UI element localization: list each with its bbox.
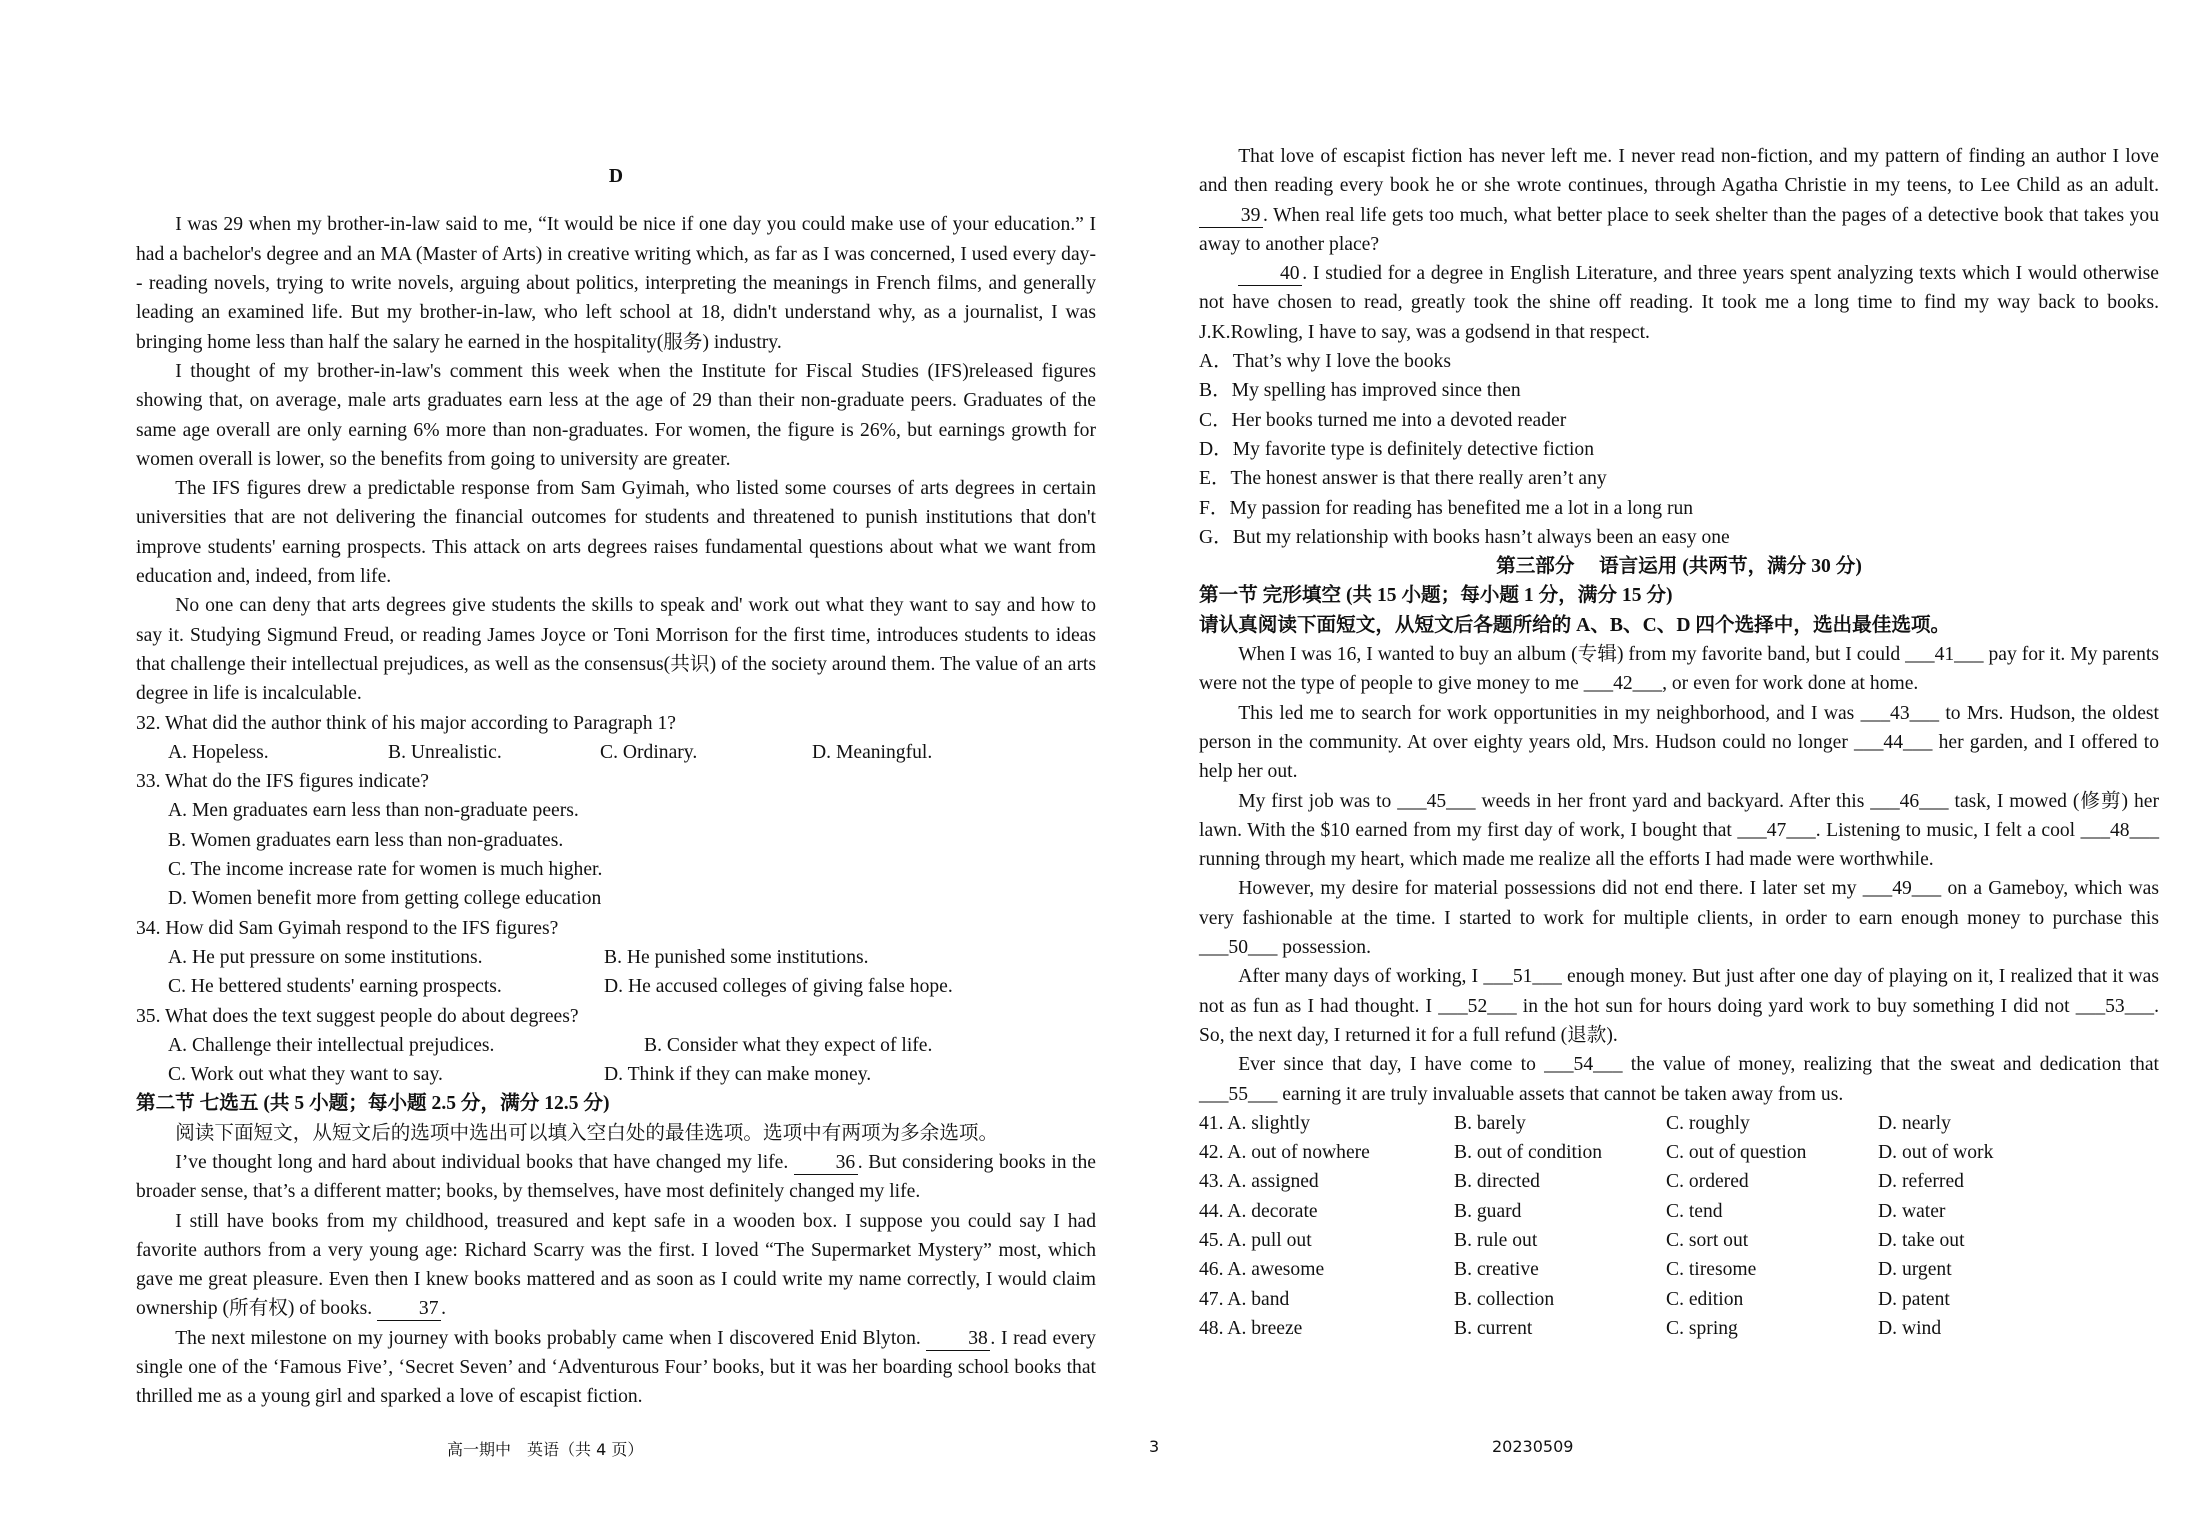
- option: A. Hopeless.: [168, 741, 269, 763]
- option: D. Think if they can make money.: [604, 1064, 872, 1086]
- seven-choose-five-paragraph: 40 . I studied for a degree in English Literature, and three years spent analyzing texts which I would otherwise not have chosen to read, greatly took the shine off reading. It took me a long time to find my way back to books. J.K.Rowling, I have to say, was a godsend in that respect.: [1199, 263, 2159, 343]
- question-32-options: [136, 738, 1096, 767]
- seven-option: A．That’s why I love the books: [1199, 351, 1451, 373]
- passage-d-paragraph: I was 29 when my brother-in-law said to me, “It would be nice if one day you could make use of your education.” I had a bachelor's degree and an MA (Master of Arts) in creative writing which, as far as I was concerned, I used every day-- reading novels, trying to write novels, arguing about politics, interpreting the meanings in French films, and generally leading an examined life. But my brother-in-law, who left school at 18, didn't understand why, as a journalist, I was bringing home less than half the salary he earned in the hospitality(服务) industry.: [136, 214, 1096, 353]
- seven-choose-five-paragraph: The next milestone on my journey with books probably came when I discovered Enid Blyton. 38 . I read every single one of the ‘Famous Five’, ‘Secret Seven’ and ‘Adventurous Four’ books, but it was her boarding school books that thrilled me as a young girl and sparked a love of escapist fiction.: [136, 1327, 1096, 1408]
- seven-option: B．My spelling has improved since then: [1199, 380, 1521, 402]
- option: B. Consider what they expect of life.: [644, 1034, 933, 1056]
- option: C. The income increase rate for women is much higher.: [168, 859, 603, 881]
- part-3-instruction: 请认真阅读下面短文，从短文后各题所给的 A、B、C、D 四个选择中，选出最佳选项。: [1199, 614, 1951, 636]
- part-3-title: 第三部分 语言运用 (共两节，满分 30 分): [1496, 556, 1862, 578]
- blank-39: 39: [1199, 205, 1263, 228]
- option: C. Ordinary.: [600, 741, 698, 763]
- blank-40: 40: [1238, 263, 1302, 286]
- blank-37: 37: [377, 1298, 441, 1321]
- seven-option: F．My passion for reading has benefited me a lot in a long run: [1199, 497, 1694, 519]
- question-33-options: [136, 796, 1096, 913]
- page-number: 3: [1149, 1437, 1160, 1456]
- cloze-option-row: 46. A. awesome B. creative C. tiresome D. urgent: [1199, 1259, 1952, 1281]
- cloze-option-row: 41. A. slightly B. barely C. roughly D. nearly: [1199, 1112, 1951, 1134]
- option: B. He punished some institutions.: [604, 946, 869, 968]
- question-34: 34. How did Sam Gyimah respond to the IFS figures?: [136, 917, 559, 939]
- seven-options-list: [1199, 347, 2159, 552]
- option: D. Meaningful.: [812, 741, 933, 763]
- option: A. Challenge their intellectual prejudices.: [168, 1034, 495, 1056]
- passage-d-title: D: [608, 165, 624, 187]
- right-column: [1199, 142, 2159, 1343]
- seven-option: G．But my relationship with books hasn’t always been an easy one: [1199, 526, 1730, 548]
- left-column: [136, 142, 1096, 1412]
- question-34-options: [136, 943, 1096, 1002]
- option: D. Women benefit more from getting college education: [168, 888, 602, 910]
- option: C. He bettered students' earning prospects.: [168, 976, 502, 998]
- section-2-instruction: 阅读下面短文，从短文后的选项中选出可以填入空白处的最佳选项。选项中有两项为多余选项。: [175, 1122, 999, 1144]
- cloze-option-row: 42. A. out of nowhere B. out of condition C. out of question D. out of work: [1199, 1142, 1994, 1164]
- option: B. Unrealistic.: [388, 741, 502, 763]
- seven-option: E．The honest answer is that there really aren’t any: [1199, 468, 1607, 490]
- passage-d-paragraph: I thought of my brother-in-law's comment this week when the Institute for Fiscal Studies (IFS)released figures showing that, on average, male arts graduates earn less at the age of 29 than their non-graduate peers. Graduates of the same age overall are only earning 6% more than non-graduates. For women, the figure is 26%, but earnings growth for women overall is lower, so the benefits from going to university are greater.: [136, 360, 1096, 470]
- question-32: 32. What did the author think of his major according to Paragraph 1?: [136, 712, 676, 734]
- cloze-option-row: 48. A. breeze B. current C. spring D. wind: [1199, 1317, 1942, 1339]
- cloze-paragraph: However, my desire for material possessions did not end there. I later set my ___49___ on a Gameboy, which was very fashionable at the time. I started to work for multiple clients, in order to earn enough money to purchase this ___50___ possession.: [1199, 878, 2159, 959]
- cloze-paragraph: My first job was to ___45___ weeds in her front yard and backyard. After this ___46___ task, I mowed (修剪) her lawn. With the $10 earned from my first day of work, I bought that ___47___. Listening to music, I felt a cool ___48___ running through my heart, which made me realize all the efforts I had made were worthwhile.: [1199, 790, 2159, 871]
- seven-choose-five-paragraph: I still have books from my childhood, treasured and kept safe in a wooden box. I suppose you could say I had favorite authors from a very young age: Richard Scarry was the first. I loved “The Supermarket Mystery” most, which gave me great pleasure. Even then I knew books mattered and as soon as I could write my name correctly, I would claim ownership (所有权) of books. 37 .: [136, 1210, 1096, 1320]
- seven-option: D．My favorite type is definitely detective fiction: [1199, 438, 1595, 460]
- passage-d-paragraph: The IFS figures drew a predictable response from Sam Gyimah, who listed some courses of arts degrees in certain universities that are not delivering the financial outcomes for students and threatened to punish institutions that don't improve students' earning prospects. This attack on arts degrees raises fundamental questions about what we want from education and, indeed, from life.: [136, 478, 1096, 588]
- option: D. He accused colleges of giving false hope.: [604, 976, 953, 998]
- question-35-options: [136, 1031, 1096, 1090]
- cloze-option-row: 44. A. decorate B. guard C. tend D. water: [1199, 1200, 1946, 1222]
- seven-choose-five-paragraph: That love of escapist fiction has never left me. I never read non-fiction, and my pattern of finding an author I love and then reading every book he or she wrote continues, through Agatha Christie in my teens, to Lee Child as an adult. 39 . When real life gets too much, what better place to seek shelter than the pages of a detective book that takes you away to another place?: [1199, 146, 2159, 255]
- cloze-paragraph: This led me to search for work opportunities in my neighborhood, and I was ___43___ to Mrs. Hudson, the oldest person in the community. At over eighty years old, Mrs. Hudson could no longer ___44___ her garden, and I offered to help her out.: [1199, 702, 2159, 783]
- option: A. He put pressure on some institutions.: [168, 946, 483, 968]
- section-2-title: 第二节 七选五 (共 5 小题；每小题 2.5 分，满分 12.5 分): [136, 1093, 610, 1115]
- question-35: 35. What does the text suggest people do about degrees?: [136, 1005, 579, 1027]
- question-33: 33. What do the IFS figures indicate?: [136, 771, 429, 793]
- cloze-option-row: 47. A. band B. collection C. edition D. patent: [1199, 1288, 1950, 1310]
- blank-36: 36: [794, 1152, 858, 1175]
- option: C. Work out what they want to say.: [168, 1064, 443, 1086]
- option: A. Men graduates earn less than non-graduate peers.: [168, 800, 579, 822]
- footer-exam-title: 高一期中 英语（共 4 页）: [447, 1440, 644, 1459]
- cloze-option-row: 43. A. assigned B. directed C. ordered D. referred: [1199, 1171, 1964, 1193]
- seven-option: C．Her books turned me into a devoted reader: [1199, 409, 1567, 431]
- option: B. Women graduates earn less than non-graduates.: [168, 829, 564, 851]
- cloze-paragraph: When I was 16, I wanted to buy an album (专辑) from my favorite band, but I could ___41___ pay for it. My parents were not the type of people to give money to me ___42___, or even for work done at home.: [1199, 644, 2159, 695]
- part-3-section-1-title: 第一节 完形填空 (共 15 小题；每小题 1 分，满分 15 分): [1199, 585, 1673, 607]
- blank-38: 38: [926, 1328, 990, 1351]
- seven-choose-five-paragraph: I’ve thought long and hard about individual books that have changed my life. 36 . But considering books in the broader sense, that’s a different matter; books, by themselves, have most definitely changed my life.: [136, 1151, 1096, 1203]
- cloze-option-row: 45. A. pull out B. rule out C. sort out D. take out: [1199, 1229, 1965, 1251]
- cloze-paragraph: Ever since that day, I have come to ___54___ the value of money, realizing that the sweat and dedication that ___55___ earning it are truly invaluable assets that cannot be taken away from us.: [1199, 1054, 2159, 1105]
- passage-d-paragraph: No one can deny that arts degrees give students the skills to speak and' work out what they want to say and how to say it. Studying Sigmund Freud, or reading James Joyce or Toni Morrison for the first time, introduces students to ideas that challenge their intellectual prejudices, as well as the consensus(共识) of the society around them. The value of an arts degree in life is incalculable.: [136, 595, 1096, 705]
- cloze-options: [1199, 1109, 2159, 1343]
- cloze-paragraph: After many days of working, I ___51___ enough money. But just after one day of playing on it, I realized that it was not as fun as I had thought. I ___52___ in the hot sun for hours doing yard work to buy something I did not ___53___. So, the next day, I returned it for a full refund (退款).: [1199, 966, 2159, 1046]
- exam-code: 20230509: [1492, 1437, 1574, 1456]
